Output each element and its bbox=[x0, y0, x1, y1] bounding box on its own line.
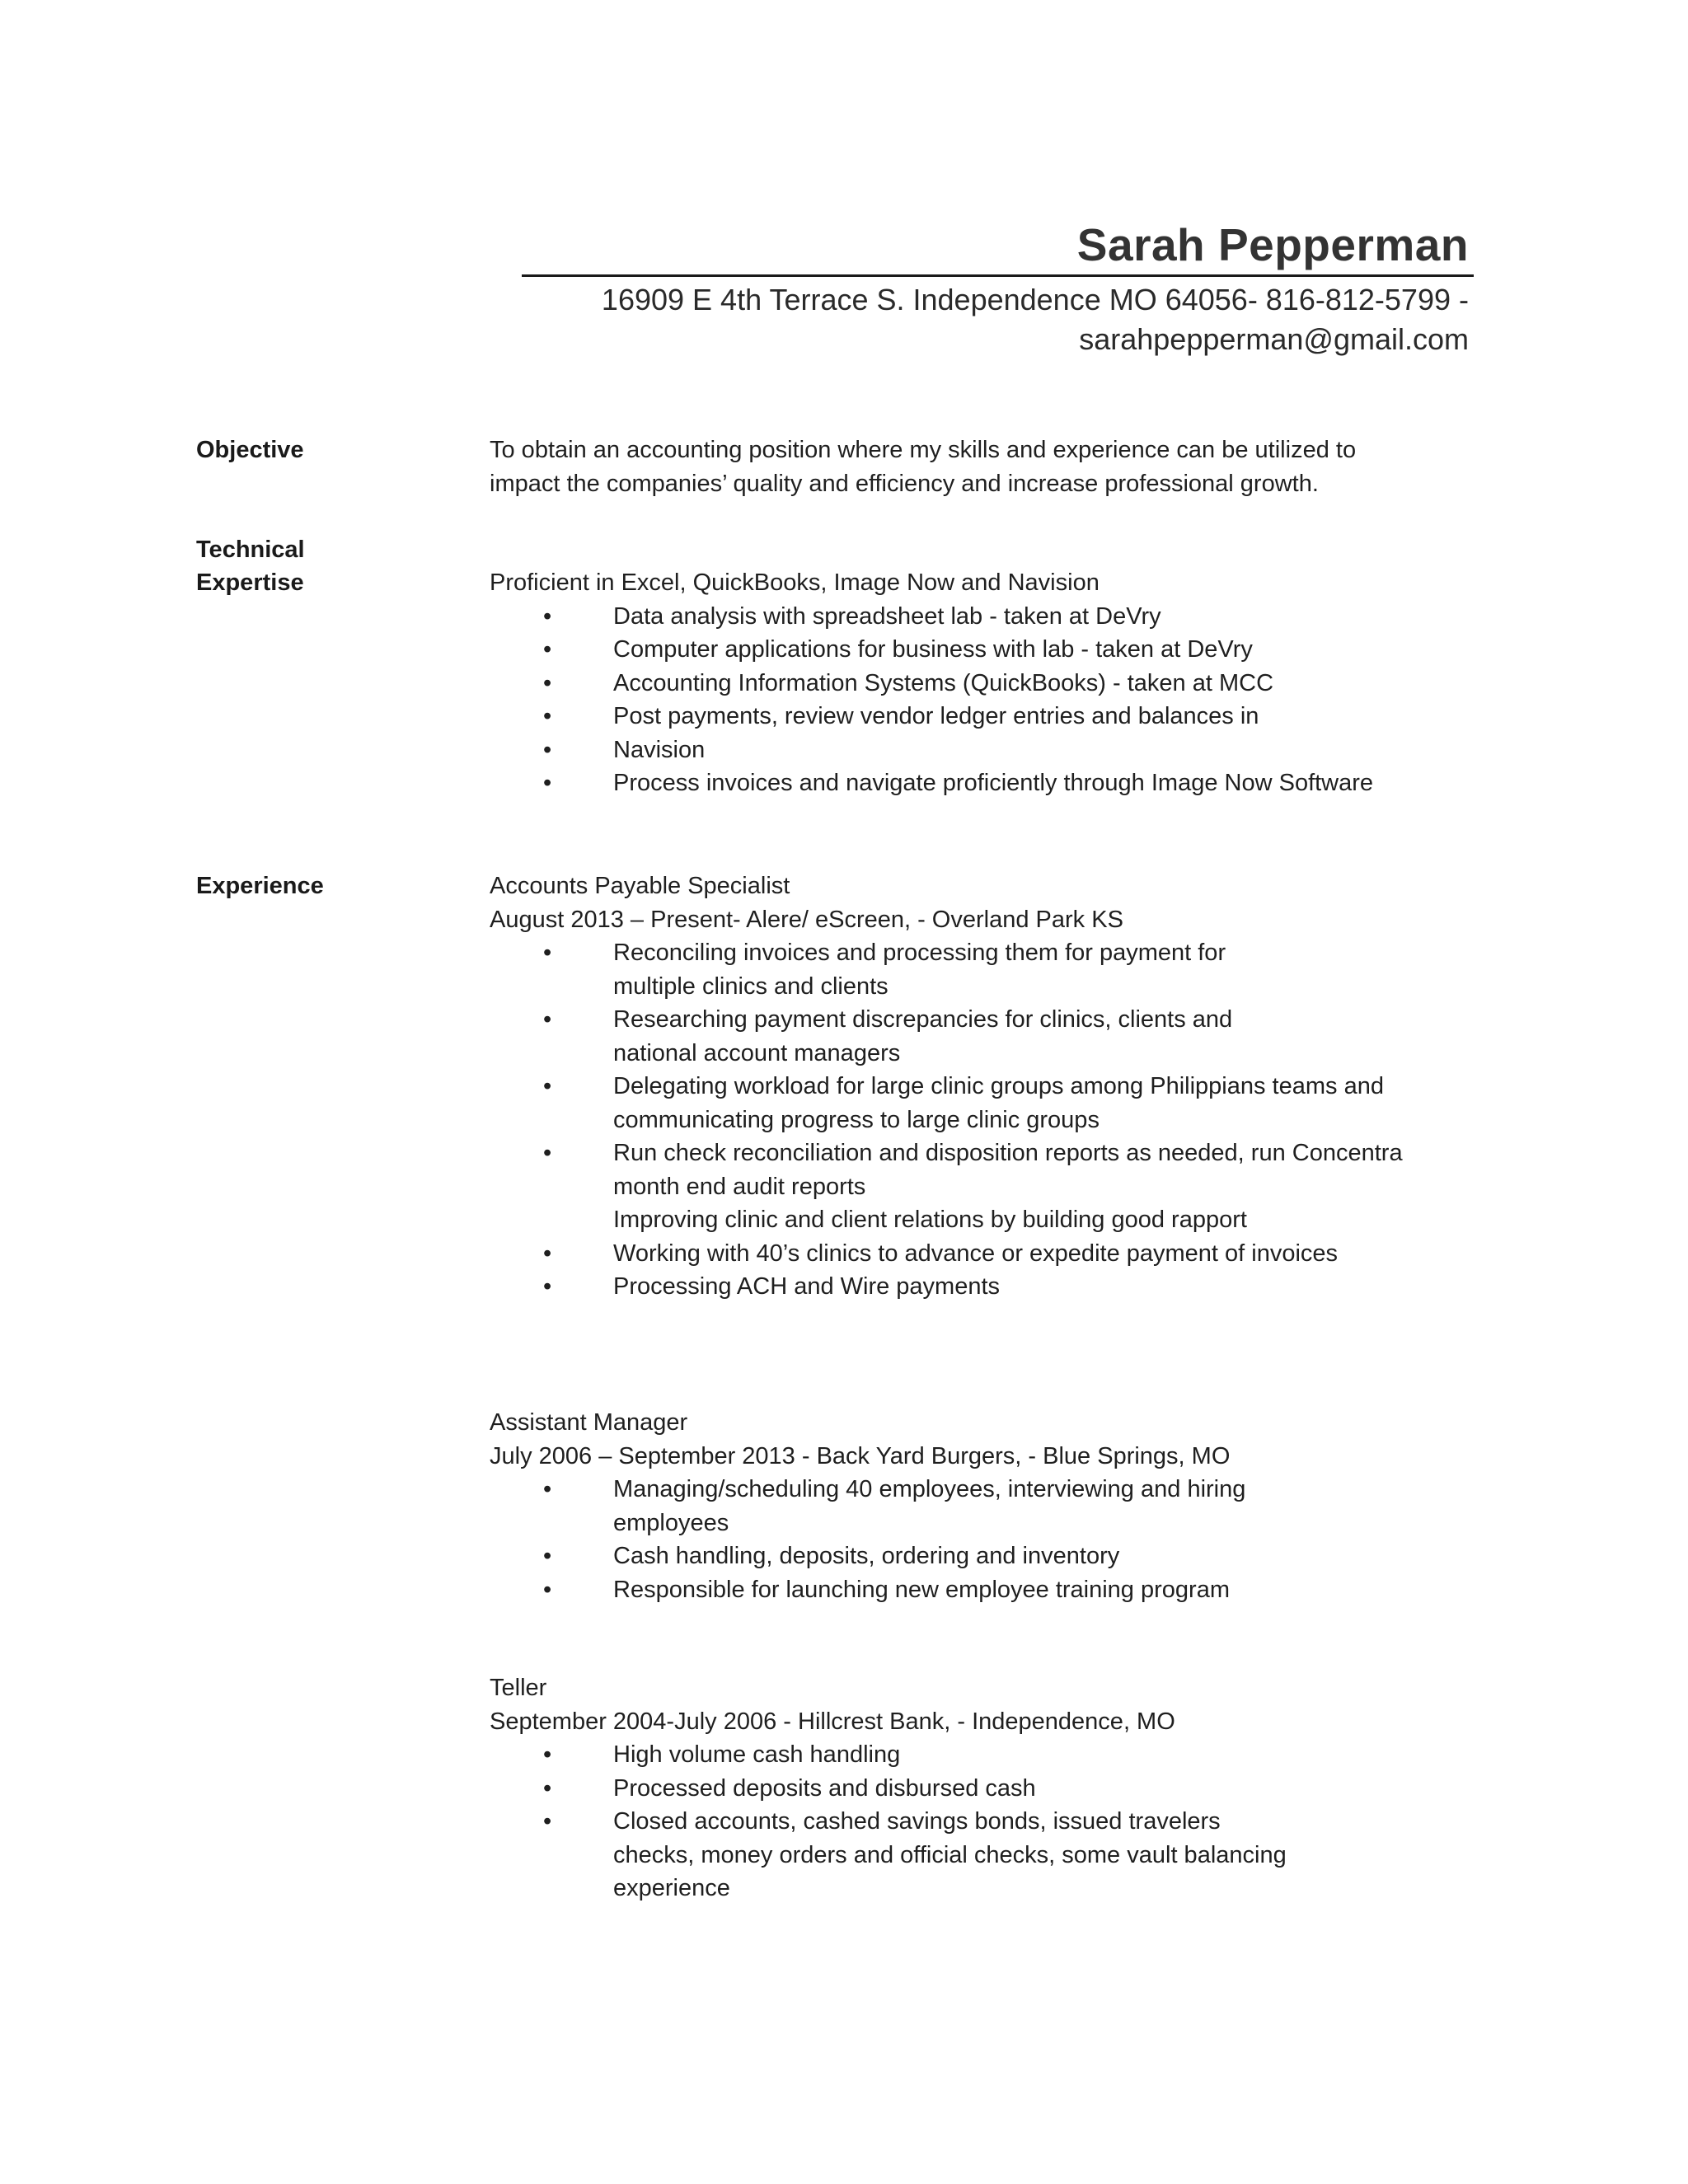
bullet-icon bbox=[543, 667, 551, 701]
job-duties-list bbox=[490, 1738, 1495, 1905]
contact-info bbox=[562, 280, 1469, 359]
job-dates: September 2004-July 2006 - Hillcrest Bank, - Independence, MO bbox=[490, 1708, 1175, 1735]
bullet-icon bbox=[543, 936, 551, 970]
technical-list bbox=[490, 600, 1495, 800]
contact-address-phone: 16909 E 4th Terrace S. Independence MO 64056- 816-812-5799 - bbox=[601, 283, 1469, 316]
job-accounts-payable bbox=[490, 869, 1495, 1304]
contact-email: sarahpepperman@gmail.com bbox=[1079, 322, 1469, 356]
list-item: Improving clinic and client relations by building good rapport bbox=[613, 1207, 1247, 1233]
technical-expertise-label bbox=[196, 533, 305, 599]
bullet-icon bbox=[543, 1003, 551, 1037]
candidate-name: Sarah Pepperman bbox=[1076, 219, 1469, 270]
job-title: Teller bbox=[490, 1675, 547, 1701]
bullet-icon bbox=[543, 633, 551, 667]
list-item: • Responsible for launching new employee training program bbox=[490, 1573, 1495, 1607]
bullet-icon bbox=[543, 1137, 551, 1170]
list-item: • Delegating workload for large clinic groups among Philippians teams and communicating progress to large clinic groups bbox=[490, 1070, 1495, 1137]
objective-line-1: To obtain an accounting position where my skills and experience can be utilized to bbox=[490, 437, 1357, 463]
list-item: • Process invoices and navigate proficiently through Image Now Software bbox=[490, 766, 1495, 800]
list-item: • Post payments, review vendor ledger entries and balances in bbox=[490, 700, 1495, 733]
objective-text bbox=[490, 434, 1495, 500]
bullet-icon bbox=[543, 1805, 551, 1839]
list-item: • Closed accounts, cashed savings bonds, issued travelers checks, money orders and official checks, some vault balancing experience bbox=[490, 1805, 1495, 1905]
technical-label-line-2: Expertise bbox=[196, 569, 304, 596]
job-title: Accounts Payable Specialist bbox=[490, 873, 790, 899]
technical-intro: Proficient in Excel, QuickBooks, Image Now and Navision bbox=[490, 569, 1100, 596]
job-duties-list bbox=[490, 1473, 1495, 1606]
job-dates: August 2013 – Present- Alere/ eScreen, - Overland Park KS bbox=[490, 906, 1123, 933]
list-item: • Processed deposits and disbursed cash bbox=[490, 1772, 1495, 1806]
bullet-icon bbox=[543, 1070, 551, 1104]
list-item: • Reconciling invoices and processing them for payment for multiple clinics and clients bbox=[490, 936, 1495, 1003]
header-divider bbox=[522, 274, 1474, 277]
job-teller bbox=[490, 1671, 1495, 1905]
list-item: • Managing/scheduling 40 employees, interviewing and hiring employees bbox=[490, 1473, 1495, 1540]
list-item: • Navision bbox=[490, 733, 1495, 767]
list-item: • Working with 40’s clinics to advance or expedite payment of invoices bbox=[490, 1237, 1495, 1271]
job-duties-list bbox=[490, 936, 1495, 1304]
list-item: • Accounting Information Systems (QuickBooks) - taken at MCC bbox=[490, 667, 1495, 701]
bullet-icon bbox=[543, 1270, 551, 1304]
bullet-icon bbox=[543, 766, 551, 800]
list-item: • Computer applications for business with lab - taken at DeVry bbox=[490, 633, 1495, 667]
bullet-icon bbox=[543, 1540, 551, 1573]
job-dates: July 2006 – September 2013 - Back Yard Burgers, - Blue Springs, MO bbox=[490, 1442, 1231, 1469]
bullet-icon bbox=[543, 733, 551, 767]
list-item: • Processing ACH and Wire payments bbox=[490, 1270, 1495, 1304]
list-item: • Cash handling, deposits, ordering and inventory bbox=[490, 1540, 1495, 1573]
job-assistant-manager bbox=[490, 1406, 1495, 1606]
bullet-icon bbox=[543, 700, 551, 733]
technical-expertise-section bbox=[490, 566, 1495, 800]
bullet-icon bbox=[543, 600, 551, 634]
list-item: • High volume cash handling bbox=[490, 1738, 1495, 1772]
list-item: • Run check reconciliation and disposition reports as needed, run Concentra month end audit reports bbox=[490, 1137, 1495, 1203]
job-title: Assistant Manager bbox=[490, 1409, 688, 1436]
bullet-icon bbox=[543, 1573, 551, 1607]
technical-label-line-1: Technical bbox=[196, 537, 305, 563]
bullet-icon bbox=[543, 1772, 551, 1806]
bullet-icon bbox=[543, 1473, 551, 1507]
objective-label: Objective bbox=[196, 437, 304, 463]
list-item: • Researching payment discrepancies for clinics, clients and national account managers bbox=[490, 1003, 1495, 1070]
experience-label: Experience bbox=[196, 873, 324, 899]
bullet-icon bbox=[543, 1237, 551, 1271]
list-item: • Data analysis with spreadsheet lab - taken at DeVry bbox=[490, 600, 1495, 634]
bullet-icon bbox=[543, 1738, 551, 1772]
objective-line-2: impact the companies’ quality and efficiency and increase professional growth. bbox=[490, 470, 1319, 497]
